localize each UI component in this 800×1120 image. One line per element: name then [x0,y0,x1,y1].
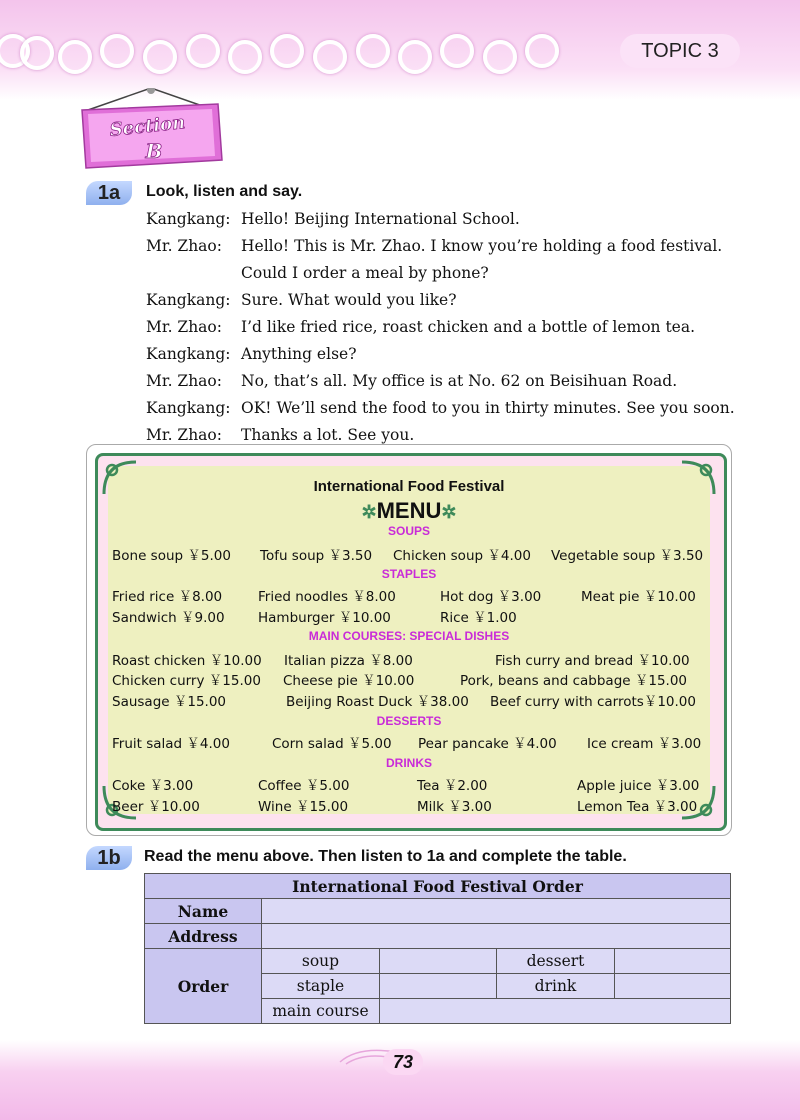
menu-item: Hamburger ￥10.00 [258,610,391,626]
top-banner [0,0,800,100]
star-icon: ✲ [441,502,457,522]
speech: No, that’s all. My office is at No. 62 on Beisihuan Road. [241,372,678,390]
dialog-line [146,233,746,260]
menu-item: Roast chicken ￥10.00 [112,653,262,669]
menu-word: MENU [376,498,442,523]
dialog-line [146,260,746,287]
dialog-line [146,206,746,233]
ring-icon [20,36,54,70]
name-header: Name [145,899,262,924]
speech: Could I order a meal by phone? [241,264,489,282]
address-header: Address [145,924,262,949]
menu-item: Sandwich ￥9.00 [112,610,225,626]
speaker: Kangkang: [146,210,231,228]
menu-title: International Food Festival [313,478,505,495]
order-table-title: International Food Festival Order [145,874,731,899]
staple-label: staple [262,974,380,999]
speaker: Mr. Zhao: [146,237,222,255]
drink-label: drink [497,974,615,999]
section-b-tag [78,88,223,170]
main-course-answer-cell[interactable] [380,999,731,1024]
ring-icon [100,34,134,68]
dialog-line [146,314,746,341]
menu-item: Meat pie ￥10.00 [581,589,696,605]
menu-item: Coke ￥3.00 [112,778,194,794]
menu-item: Italian pizza ￥8.00 [284,653,413,669]
speech: Hello! This is Mr. Zhao. I know you’re holding a food festival. [241,237,723,255]
order-table [144,873,731,1024]
section-letter: B [145,139,163,163]
menu-item: Rice ￥1.00 [440,610,517,626]
ring-icon [313,40,347,74]
menu-board [86,444,732,836]
speaker: Mr. Zhao: [146,318,222,336]
soup-label: soup [262,949,380,974]
menu-item: Tofu soup ￥3.50 [260,548,373,564]
speech: Anything else? [241,345,357,363]
category-main-courses: MAIN COURSES: SPECIAL DISHES [308,629,510,643]
ring-icon [270,34,304,68]
star-icon: ✲ [361,502,377,522]
menu-item: Beef curry with carrots￥10.00 [490,694,696,710]
speaker: Kangkang: [146,345,231,363]
menu-item: Beer ￥10.00 [112,799,200,815]
menu-item: Vegetable soup ￥3.50 [551,548,704,564]
address-answer-cell[interactable] [262,924,731,949]
menu-item: Cheese pie ￥10.00 [283,673,415,689]
menu-item: Fried noodles ￥8.00 [258,589,396,605]
name-answer-cell[interactable] [262,899,731,924]
activity-1a-label: 1a [86,181,132,205]
menu-item: Hot dog ￥3.00 [440,589,542,605]
menu-item: Coffee ￥5.00 [258,778,350,794]
ring-icon [186,34,220,68]
ring-icon [143,40,177,74]
ring-icon [398,40,432,74]
speech: I’d like fried rice, roast chicken and a bottle of lemon tea. [241,318,696,336]
menu-item: Corn salad ￥5.00 [272,736,392,752]
menu-item: Wine ￥15.00 [258,799,349,815]
menu-item: Pear pancake ￥4.00 [418,736,557,752]
category-desserts: DESSERTS [376,714,442,728]
category-soups: SOUPS [387,524,430,538]
speaker: Kangkang: [146,291,231,309]
drink-answer-cell[interactable] [615,974,731,999]
dessert-label: dessert [497,949,615,974]
ring-icon [483,40,517,74]
dessert-answer-cell[interactable] [615,949,731,974]
menu-item: Fried rice ￥8.00 [112,589,223,605]
menu-item: Chicken soup ￥4.00 [393,548,531,564]
activity-1b-title: Read the menu above. Then listen to 1a and complete the table. [144,848,627,865]
dialog-line [146,368,746,395]
category-drinks: DRINKS [385,756,432,770]
menu-heading [108,498,710,524]
ring-icon [356,34,390,68]
menu-panel [108,466,710,814]
decorative-rings [0,34,560,68]
section-word: Section [108,112,187,141]
speaker: Mr. Zhao: [146,426,222,444]
dialog-line [146,341,746,368]
ring-icon [525,34,559,68]
dialog [146,206,746,449]
menu-item: Chicken curry ￥15.00 [112,673,261,689]
ring-icon [58,40,92,74]
menu-item: Pork, beans and cabbage ￥15.00 [460,673,688,689]
menu-item: Sausage ￥15.00 [112,694,227,710]
menu-item: Tea ￥2.00 [417,778,488,794]
topic-label: TOPIC 3 [620,34,740,68]
dialog-line [146,287,746,314]
staple-answer-cell[interactable] [380,974,497,999]
speaker: Mr. Zhao: [146,372,222,390]
menu-item: Milk ￥3.00 [417,799,492,815]
ring-icon [440,34,474,68]
main-course-label: main course [262,999,380,1024]
menu-item: Apple juice ￥3.00 [577,778,700,794]
speech: Thanks a lot. See you. [241,426,415,444]
order-header: Order [145,949,262,1024]
menu-item: Ice cream ￥3.00 [587,736,702,752]
speech: Hello! Beijing International School. [241,210,520,228]
activity-1a-title: Look, listen and say. [146,183,303,200]
page-number: 73 [383,1049,423,1075]
menu-item: Fish curry and bread ￥10.00 [495,653,690,669]
speaker: Kangkang: [146,399,231,417]
speech: Sure. What would you like? [241,291,457,309]
activity-1b-label: 1b [86,846,132,870]
menu-item: Bone soup ￥5.00 [112,548,231,564]
ring-icon [228,40,262,74]
dialog-line [146,395,746,422]
soup-answer-cell[interactable] [380,949,497,974]
speech: OK! We’ll send the food to you in thirty minutes. See you soon. [241,399,735,417]
menu-item: Fruit salad ￥4.00 [112,736,230,752]
speaker [146,260,241,287]
menu-item: Lemon Tea ￥3.00 [577,799,698,815]
menu-item: Beijing Roast Duck ￥38.00 [286,694,469,710]
category-staples: STAPLES [381,567,437,581]
menu-border [95,453,727,831]
